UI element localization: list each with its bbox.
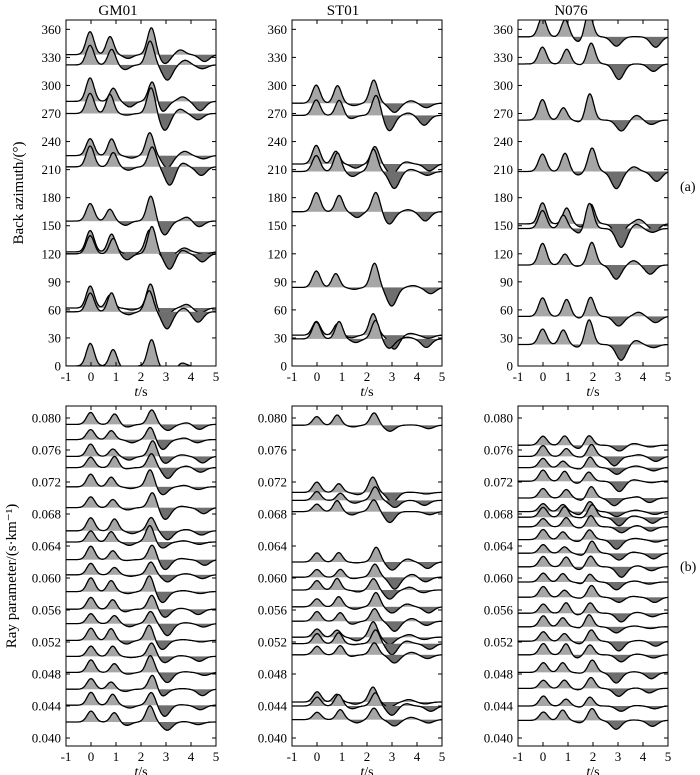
trace-positive-fill	[292, 193, 442, 225]
y-tick-label: 0	[280, 358, 287, 374]
x-tick-label: 1	[338, 749, 346, 764]
y-tick-label: 300	[267, 77, 287, 93]
y-tick-label: 0.044	[483, 698, 513, 714]
x-tick-label: 1	[112, 369, 120, 384]
x-axis-label: t/s	[134, 765, 148, 775]
y-tick-label: 270	[493, 106, 513, 122]
y-tick-label: 210	[267, 162, 287, 178]
x-tick-label: 3	[388, 369, 396, 384]
y-tick-label: 0.056	[257, 602, 287, 618]
y-tick-label: 0.080	[31, 410, 61, 426]
y-tick-label: 300	[493, 77, 513, 93]
trace-group	[292, 413, 442, 726]
trace-group	[66, 28, 216, 378]
y-tick-label: 60	[48, 302, 61, 318]
x-tick-label: 3	[614, 749, 622, 764]
x-axis-label: t/s	[360, 765, 374, 775]
y-tick-label: 150	[493, 218, 513, 234]
x-tick-label: 1	[112, 749, 120, 764]
y-tick-label: 90	[500, 274, 513, 290]
trace-positive-fill	[292, 547, 442, 570]
trace-positive-fill	[66, 675, 216, 695]
axes-frame	[292, 20, 442, 366]
trace-positive-fill	[518, 13, 668, 47]
y-tick-label: 120	[493, 246, 513, 262]
x-tick-label: 4	[187, 369, 195, 384]
subplot-4	[4, 406, 219, 775]
x-tick-label: 1	[338, 369, 346, 384]
y-tick-label: 0.048	[483, 666, 513, 682]
x-tick-label: 2	[137, 749, 145, 764]
panel-label-a: (a)	[680, 180, 696, 195]
station-title-gm01	[98, 3, 137, 19]
y-tick-label: 90	[48, 274, 61, 290]
x-axis-label: t/s	[586, 385, 600, 400]
y-tick-label: 0.064	[257, 538, 287, 554]
x-tick-label: 3	[162, 369, 170, 384]
y-tick-label: 0.060	[483, 570, 513, 586]
trace-group	[518, 436, 668, 729]
trace-positive-fill	[66, 146, 216, 185]
y-tick-label: 330	[493, 49, 513, 65]
x-axis-label: t/s	[360, 385, 374, 400]
y-tick-label: 0.040	[31, 730, 61, 746]
y-tick-label: 60	[274, 302, 287, 318]
x-tick-label: 4	[413, 369, 421, 384]
x-tick-label: 1	[564, 369, 572, 384]
x-tick-label: 5	[212, 369, 220, 384]
subplot-1	[11, 20, 219, 400]
trace-positive-fill	[292, 593, 442, 613]
svg-text:ST01: ST01	[326, 3, 360, 19]
trace-positive-fill	[66, 196, 216, 235]
y-tick-label: 0.072	[257, 474, 287, 490]
x-tick-label: 0	[313, 749, 321, 764]
y-tick-label: 360	[41, 21, 61, 37]
y-tick-label: 330	[41, 49, 61, 65]
y-tick-label: 0.044	[31, 698, 61, 714]
x-tick-label: -1	[512, 369, 524, 384]
y-tick-label: 150	[267, 218, 287, 234]
y-tick-label: 0.076	[257, 442, 287, 458]
y-tick-label: 0.072	[483, 474, 513, 490]
y-tick-label: 360	[267, 21, 287, 37]
station-title-n076	[554, 3, 588, 19]
y-tick-label: 0.080	[257, 410, 287, 426]
y-tick-label: 150	[41, 218, 61, 234]
y-tick-label: 240	[41, 134, 61, 150]
x-tick-label: -1	[286, 749, 298, 764]
trace-group	[292, 80, 442, 349]
y-tick-label: 0.068	[257, 506, 287, 522]
subplot-6	[484, 406, 672, 775]
y-tick-label: 0	[54, 358, 61, 374]
y-tick-label: 90	[274, 274, 287, 290]
x-tick-label: 0	[539, 369, 547, 384]
trace-positive-fill	[518, 678, 668, 697]
x-tick-label: 4	[639, 369, 647, 384]
x-tick-label: 3	[614, 369, 622, 384]
svg-text:GM01: GM01	[98, 3, 138, 19]
x-axis-label: t/s	[134, 385, 148, 400]
subplots	[4, 13, 671, 775]
y-tick-label: 240	[267, 134, 287, 150]
x-axis-label: t/s	[586, 765, 600, 775]
y-tick-label: 0	[506, 358, 513, 374]
y-tick-label: 0.040	[257, 730, 287, 746]
y-tick-label: 30	[48, 330, 61, 346]
y-tick-label: 210	[41, 162, 61, 178]
y-tick-label: 0.040	[483, 730, 513, 746]
x-tick-label: 2	[589, 369, 597, 384]
x-tick-label: 0	[539, 749, 547, 764]
y-axis-label: Back azimuth/(°)	[11, 141, 27, 245]
x-tick-label: 5	[212, 749, 220, 764]
y-tick-label: 0.068	[31, 506, 61, 522]
x-tick-label: 3	[162, 749, 170, 764]
y-tick-label: 0.072	[31, 474, 61, 490]
x-tick-label: 2	[363, 369, 371, 384]
x-tick-label: 5	[664, 749, 672, 764]
x-tick-label: 0	[87, 749, 95, 764]
y-tick-label: 0.052	[257, 634, 287, 650]
trace-positive-fill	[66, 470, 216, 495]
subplot-2	[268, 20, 446, 400]
x-tick-label: 4	[639, 749, 647, 764]
y-tick-label: 0.048	[31, 666, 61, 682]
x-tick-label: 4	[413, 749, 421, 764]
y-tick-label: 180	[493, 190, 513, 206]
x-tick-label: -1	[286, 369, 298, 384]
y-tick-label: 0.060	[31, 570, 61, 586]
y-tick-label: 0.064	[31, 538, 61, 554]
x-tick-label: 1	[564, 749, 572, 764]
y-tick-label: 0.060	[257, 570, 287, 586]
trace-positive-fill	[518, 148, 668, 189]
x-tick-label: -1	[60, 369, 72, 384]
trace-positive-fill	[66, 625, 216, 649]
y-tick-label: 0.052	[31, 634, 61, 650]
y-tick-label: 60	[500, 302, 513, 318]
y-tick-label: 120	[41, 246, 61, 262]
y-tick-label: 0.048	[257, 666, 287, 682]
y-tick-label: 0.064	[483, 538, 513, 554]
trace-positive-fill	[66, 706, 216, 730]
y-tick-label: 0.076	[483, 442, 513, 458]
y-tick-label: 330	[267, 49, 287, 65]
y-tick-label: 270	[267, 106, 287, 122]
y-tick-label: 0.076	[31, 442, 61, 458]
y-axis-label: Ray parameter/(s·km⁻¹)	[4, 503, 20, 649]
trace-group	[66, 410, 216, 730]
x-tick-label: 4	[187, 749, 195, 764]
x-tick-label: 0	[313, 369, 321, 384]
x-tick-label: -1	[60, 749, 72, 764]
subplot-3	[494, 13, 672, 400]
svg-text:N076: N076	[554, 3, 588, 19]
y-tick-label: 300	[41, 77, 61, 93]
x-tick-label: 3	[388, 749, 396, 764]
y-tick-label: 360	[493, 21, 513, 37]
y-tick-label: 120	[267, 246, 287, 262]
y-tick-label: 0.056	[483, 602, 513, 618]
panel-label-b: (b)	[680, 560, 697, 575]
station-title-st01	[327, 3, 360, 19]
y-tick-label: 0.044	[257, 698, 287, 714]
y-tick-label: 180	[267, 190, 287, 206]
x-tick-label: 5	[664, 369, 672, 384]
y-tick-label: 180	[41, 190, 61, 206]
y-tick-label: 240	[493, 134, 513, 150]
x-tick-label: 2	[589, 749, 597, 764]
y-tick-label: 0.080	[483, 410, 513, 426]
x-tick-label: -1	[512, 749, 524, 764]
y-tick-label: 210	[493, 162, 513, 178]
y-tick-label: 270	[41, 106, 61, 122]
x-tick-label: 0	[87, 369, 95, 384]
x-tick-label: 2	[137, 369, 145, 384]
x-tick-label: 5	[438, 369, 446, 384]
y-tick-label: 30	[274, 330, 287, 346]
subplot-5	[258, 406, 446, 775]
x-tick-label: 2	[363, 749, 371, 764]
y-tick-label: 0.056	[31, 602, 61, 618]
y-tick-label: 0.068	[483, 506, 513, 522]
trace-positive-fill	[518, 320, 668, 360]
y-tick-label: 30	[500, 330, 513, 346]
trace-positive-fill	[518, 709, 668, 730]
y-tick-label: 0.052	[483, 634, 513, 650]
x-tick-label: 5	[438, 749, 446, 764]
trace-group	[518, 13, 668, 360]
trace-positive-fill	[66, 493, 216, 520]
